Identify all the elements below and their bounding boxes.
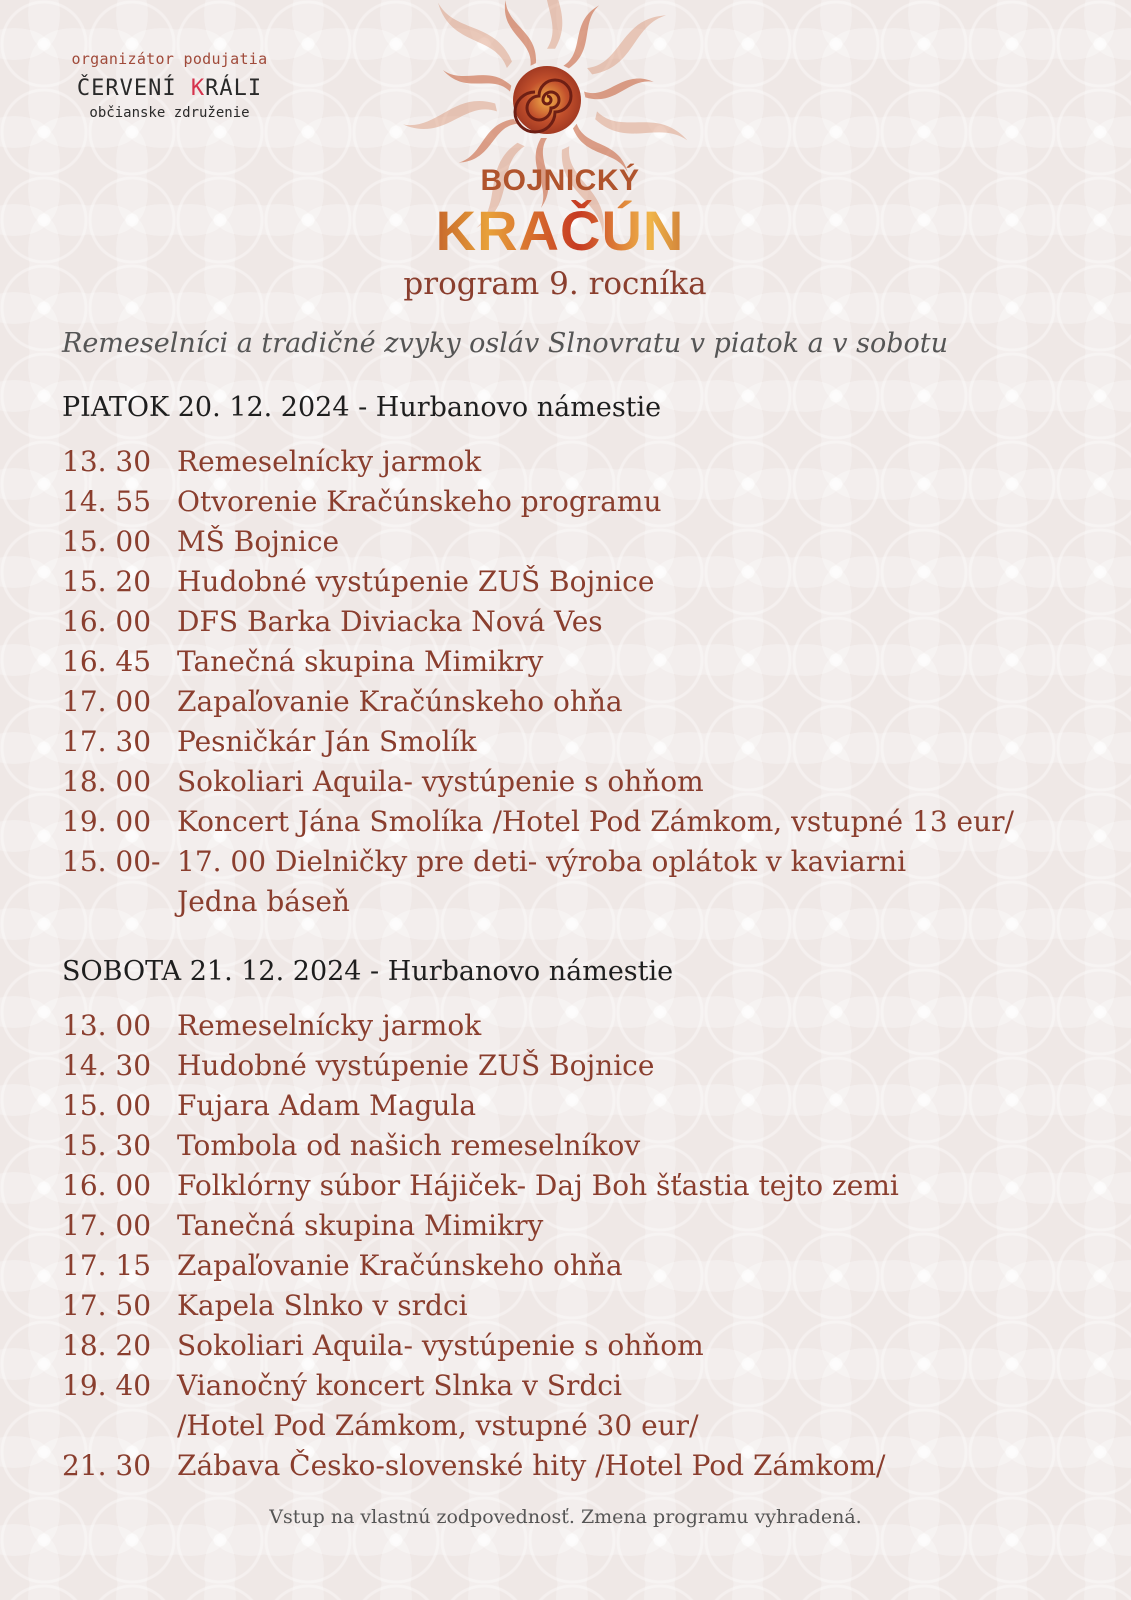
program-item: Zapaľovanie Kračúnskeho ohňa [177,685,623,718]
program-subtitle: program 9. rocníka [403,266,707,302]
program-time: 18. 00 [62,765,152,798]
program-item: DFS Barka Diviacka Nová Ves [177,605,603,638]
program-item: Zapaľovanie Kračúnskeho ohňa [177,1249,623,1282]
sun-ray [432,0,517,70]
brand-title-line1: BOJNICKÝ [480,164,640,197]
organizer-name-accent: K [190,76,206,101]
program-item: Kapela Slnko v srdci [177,1289,468,1322]
program-time: 21. 30 [62,1449,152,1482]
program-time: 15. 20 [62,565,152,598]
program-item: Koncert Jána Smolíka /Hotel Pod Zámkom, vstupné 13 eur/ [177,805,1014,838]
program-item: Tanečná skupina Mimikry [177,645,544,678]
program-item: Hudobné vystúpenie ZUŠ Bojnice [177,1049,655,1082]
organizer-label: organizátor podujatia [71,50,268,68]
program-time: 15. 30 [62,1129,152,1162]
program-item: Vianočný koncert Slnka v Srdci [177,1369,622,1402]
program-time: 19. 40 [62,1369,152,1402]
program-time: 14. 55 [62,485,152,518]
program-time: 14. 30 [62,1049,152,1082]
program-item: Remeselnícky jarmok [177,445,482,478]
program-time: 17. 00 [62,1209,152,1242]
footer-disclaimer: Vstup na vlastnú zodpovednosť. Zmena programu vyhradená. [269,1506,862,1528]
organizer-name-part2: RÁLI [205,76,263,101]
program-item: MŠ Bojnice [177,525,340,558]
day-heading-saturday: SOBOTA 21. 12. 2024 - Hurbanovo námestie [62,956,674,987]
program-item: 17. 00 Dielničky pre deti- výroba oplátok v kaviarni [177,845,907,878]
sun-ray [545,0,562,49]
sun-ray [441,65,512,93]
program-time: 13. 30 [62,445,152,478]
program-time: 19. 00 [62,805,152,838]
program-time: 15. 00 [62,1089,152,1122]
program-item: /Hotel Pod Zámkom, vstupné 30 eur/ [177,1409,699,1442]
program-item: Tombola od našich remeselníkov [177,1129,641,1162]
program-item: Folklórny súbor Hájiček- Daj Boh šťastia tejto zemi [177,1169,899,1202]
program-item: Tanečná skupina Mimikry [177,1209,544,1242]
program-item: Pesničkár Ján Smolík [177,725,477,758]
program-item: Remeselnícky jarmok [177,1009,482,1042]
program-item: Fujara Adam Magula [177,1089,477,1122]
program-item: Hudobné vystúpenie ZUŠ Bojnice [177,565,655,598]
sun-ray [562,2,604,71]
brand-title-line2: KRAČÚN [380,198,740,263]
program-time: 17. 30 [62,725,152,758]
day-heading-friday: PIATOK 20. 12. 2024 - Hurbanovo námestie [62,392,662,423]
sun-ray [401,96,497,134]
program-item: Sokoliari Aquila- vystúpenie s ohňom [177,1329,704,1362]
sun-ray [594,109,690,147]
program-time: 13. 00 [62,1009,152,1042]
organizer-name-part1: ČERVENÍ [76,76,191,101]
program-time: 17. 00 [62,685,152,718]
program-time: 17. 15 [62,1249,152,1282]
organizer-block [62,50,277,121]
intro-text: Remeselníci a tradičné zvyky osláv Slnovratu v piatok a v sobotu [62,328,949,359]
sun-ray [586,8,671,80]
program-time: 16. 45 [62,645,152,678]
program-item: Otvorenie Kračúnskeho programu [177,485,662,518]
program-time: 16. 00 [62,605,152,638]
program-time: 15. 00- [62,845,161,878]
program-time: 18. 20 [62,1329,152,1362]
program-item: Sokoliari Aquila- vystúpenie s ohňom [177,765,704,798]
program-time: 17. 50 [62,1289,152,1322]
program-item: Jedna báseň [177,885,350,918]
program-time: 15. 00 [62,525,152,558]
sun-ray [584,75,655,103]
program-time: 16. 00 [62,1169,152,1202]
organizer-subtitle: občianske združenie [89,105,250,121]
organizer-name [62,76,277,101]
program-item: Zábava Česko-slovenské hity /Hotel Pod Zámkom/ [177,1449,886,1482]
